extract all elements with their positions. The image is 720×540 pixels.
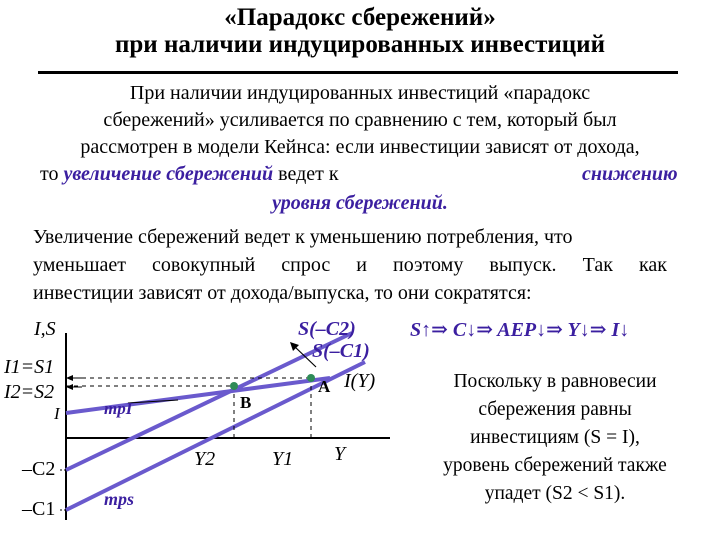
point-b-marker [230, 382, 238, 390]
conclusion-line-2: сбережения равны [478, 399, 632, 420]
intro-emphasis-decrease: снижению [582, 163, 678, 185]
explain-line-3: инвестиции зависят от дохода/выпуска, то они сократятся: [33, 282, 532, 304]
slide-title-line2: при наличии индуцированных инвестиций [114, 31, 605, 58]
explain-line-1: Увеличение сбережений ведет к уменьшению потребления, что [33, 226, 573, 248]
point-b-label: B [240, 393, 252, 412]
intercept-i-label: I [54, 404, 60, 423]
saving-line-s-c2-label: S(–C2) [298, 318, 356, 340]
conclusion-line-5: упадет (S2 < S1). [484, 483, 626, 504]
intro-emphasis-savings-increase: увеличение сбережений [63, 163, 274, 185]
slide-title-line1: «Парадокс сбережений» [224, 4, 496, 31]
intro-line-3: рассмотрен в модели Кейнса: если инвестиции зависят от дохода, [80, 136, 640, 158]
c1-intercept-label: –C1 [22, 498, 56, 520]
mps-label: mps [104, 489, 135, 509]
conclusion-line-1: Поскольку в равновесии [453, 371, 657, 392]
conclusion-line-3: инвестициям (S = I), [470, 427, 640, 448]
i2-s2-label: I2=S2 [4, 381, 55, 403]
x-axis-label: Y [334, 443, 346, 465]
y-axis-label: I,S [34, 318, 56, 340]
intro-line-1: При наличии индуцированных инвестиций «парадокс [129, 82, 591, 104]
investment-line-label: I(Y) [344, 370, 376, 392]
point-a-marker [307, 374, 315, 382]
saving-line-s-c1-label: S(–C1) [312, 340, 370, 362]
intro-line-2: сбережений» усиливается по сравнению с тем, который был [103, 109, 617, 131]
y2-label: Y2 [194, 448, 216, 470]
explain-line-2: уменьшает совокупный спрос и поэтому выпуск. Так как [33, 254, 667, 276]
intro-line-4-pre: то [40, 163, 64, 185]
intro-line-4-mid: ведет к [273, 163, 339, 185]
intro-emphasis-savings-level: уровня сбережений. [272, 192, 448, 214]
s1-pointer-arrowhead [66, 375, 73, 381]
y1-label: Y1 [272, 448, 294, 470]
causal-chain: S↑⇒ C↓⇒ AEP↓⇒ Y↓⇒ I↓ [410, 319, 630, 341]
c2-intercept-label: –C2 [22, 458, 56, 480]
s2-pointer-arrowhead [66, 384, 73, 390]
mpi-label: mpI [104, 399, 133, 418]
point-a-label: A [318, 377, 331, 396]
i1-s1-label: I1=S1 [4, 356, 55, 378]
conclusion-line-4: уровень сбережений также [443, 455, 667, 476]
